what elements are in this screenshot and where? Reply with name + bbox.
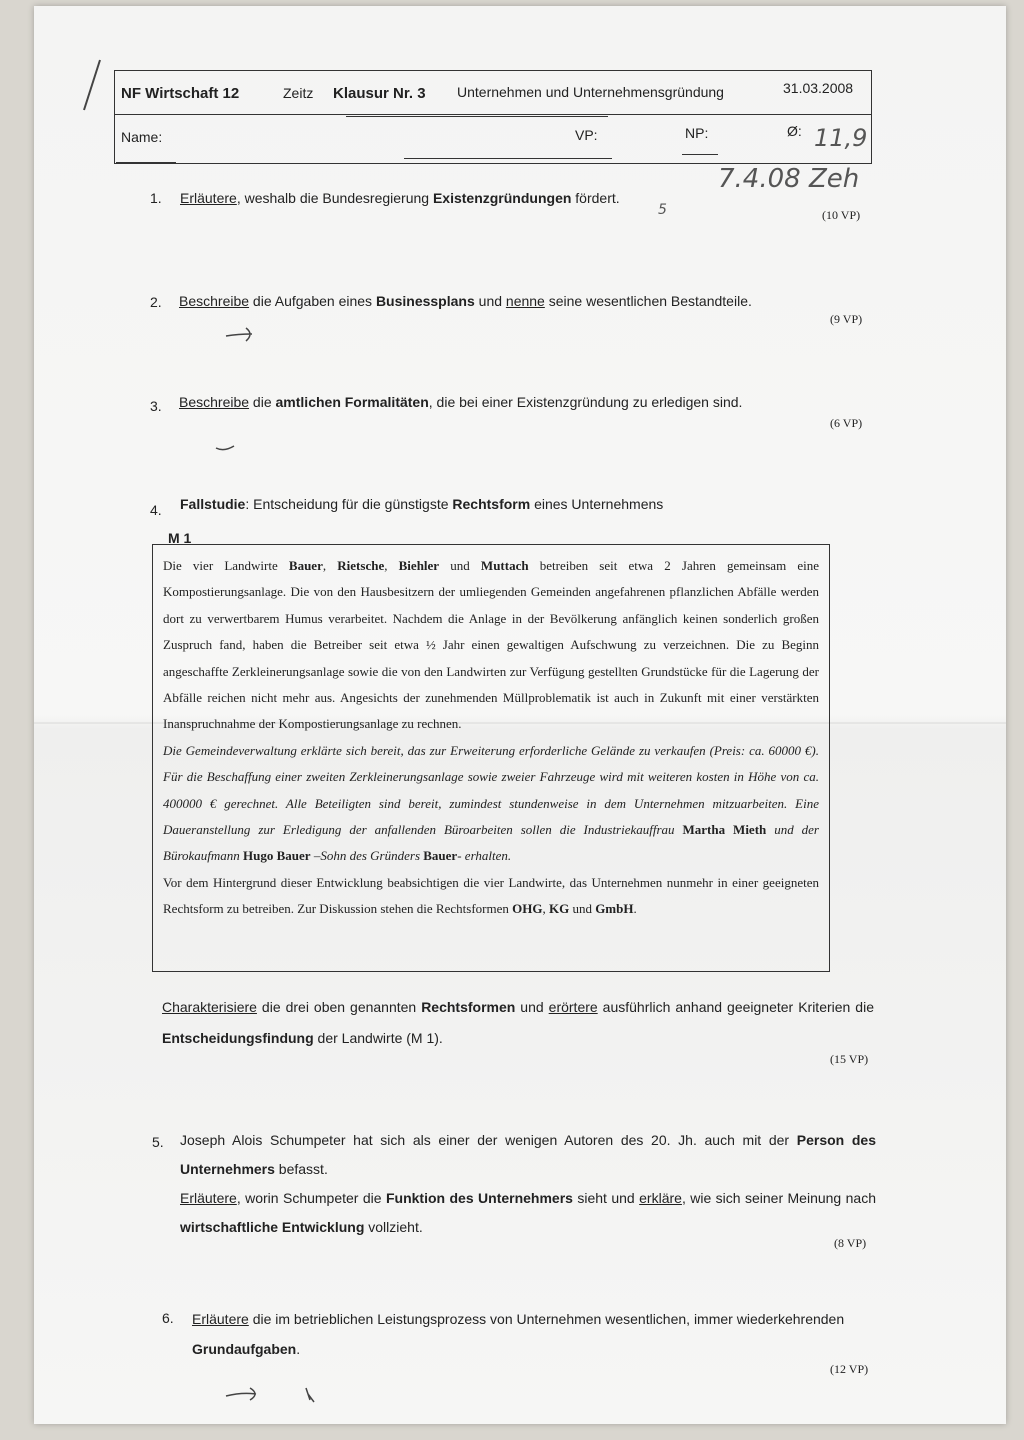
question-6-points: (12 VP) [830, 1362, 869, 1376]
header-divider [115, 114, 871, 115]
np-label: NP: [685, 125, 709, 141]
question-2-text: die Aufgaben eines [249, 293, 376, 309]
task-4-keyword: Rechtsformen [421, 999, 516, 1015]
legal-form: KG [548, 901, 570, 917]
question-4-text-end: eines Unternehmens [530, 496, 664, 512]
name-underline [404, 158, 612, 159]
vp-label: VP: [575, 127, 598, 143]
exam-header [114, 70, 872, 164]
exam-date: 31.03.2008 [783, 80, 854, 96]
farmer-name: Biehler [398, 558, 440, 573]
question-5-keyword-2: Funktion des Unternehmers [385, 1190, 573, 1206]
employee-name: Hugo Bauer [243, 848, 311, 864]
case-study-text: Die vier Landwirte [163, 558, 289, 573]
teacher-name: Zeitz [283, 85, 314, 101]
question-4-number: 4. [150, 502, 162, 518]
question-4-keyword: Fallstudie [180, 496, 246, 512]
question-4 [180, 494, 780, 514]
question-2-verb: Beschreibe [179, 293, 250, 309]
question-5 [180, 1126, 876, 1242]
question-5-text: befasst. [274, 1161, 328, 1177]
question-5-keyword-3: wirtschaftliche Entwicklung [180, 1219, 365, 1235]
question-5-verb-2: erkläre [639, 1190, 682, 1206]
question-2-verb-2: nenne [505, 293, 545, 309]
question-2-text-mid: und [474, 293, 506, 309]
case-study-text: und [569, 901, 596, 917]
case-study-text: betreiben seit etwa 2 Jahren gemeinsam eine Kompostierungsanlage. Die von den Hausbesitzern der umliegenden Gemeinden angefahrenen pflanzlichen Abfälle werden dort zu verwertbarem Humus verarbeitet. Nachdem die Anlage in der Bevölkerung anfänglich keinen sonderlich großen Zuspruch fand, haben die Betreiber seit etwa ½ Jahr einen gewaltigen Aufschwung zu verzeichnen. Die zu Beginn angeschaffte Zerkleinerungsanlage sowie die von den Landwirten zur Verfügung gestellten Grundstücke für die Lagerung der Abfälle reichen nicht mehr aus. Angesichts der zunehmenden Müllproblematik ist auch in Zukunft mit einer verstärkten Inanspruchnahme der Kompostierungsanlage zu rechnen. [163, 558, 820, 732]
question-4-text: : Entscheidung für die günstigste [245, 496, 453, 512]
question-6-verb: Erläutere [192, 1311, 249, 1327]
handwritten-tick-mark [214, 436, 244, 456]
question-3 [179, 392, 819, 412]
case-study-box [152, 544, 830, 972]
question-6-keyword: Grundaufgaben [192, 1341, 297, 1357]
question-1-verb: Erläutere [180, 190, 237, 206]
question-3-number: 3. [150, 398, 162, 414]
question-4-keyword-2: Rechtsform [452, 496, 531, 512]
farmer-name: Muttach [480, 558, 529, 573]
exam-sheet [34, 6, 1006, 1424]
task-4-text-end: der Landwirte (M 1). [313, 1030, 443, 1046]
handwritten-average: 11,9 [814, 124, 868, 152]
question-1-points: (10 VP) [822, 208, 861, 222]
exam-number: Klausur Nr. 3 [333, 85, 426, 102]
case-study-text: und der Bürokaufmann [163, 822, 819, 864]
question-1-keyword: Existenzgründungen [432, 190, 572, 206]
question-3-text: die [249, 394, 276, 410]
farmer-name: Bauer [288, 558, 323, 573]
task-4-instruction [162, 992, 874, 1054]
task-4-text: ausführlich anhand geeigneter Kriterien die [597, 999, 874, 1015]
task-4-text: die drei oben genannten [256, 999, 422, 1015]
question-5-text: , wie sich seiner Meinung nach [681, 1190, 876, 1206]
name-label: Name: [121, 129, 163, 145]
task-4-verb: Charakterisiere [162, 999, 257, 1015]
task-4-keyword-2: Entscheidungsfindung [162, 1030, 314, 1046]
exam-topic: Unternehmen und Unternehmensgründung [457, 84, 724, 100]
case-study-text: Die Gemeindeverwaltung erklärte sich bereit, das zur Erweiterung erforderliche Gelände zu verkaufen (Preis: ca. 60000 €). Für die Beschaffung einer zweiten Zerkleinerungsanlage sowie zweier Fahrzeuge wird mit weiteren kosten in Höhe von ca. 400000 € gerechnet. Alle Beteiligten sind bereit, zumindest stundenweise in dem Unternehmen mitzuarbeiten. Eine Daueranstellung zur Erledigung der anfallenden Büroarbeiten sollen die Industriekauffrau [163, 742, 819, 838]
question-5-verb: Erläutere [180, 1190, 237, 1206]
question-1-number: 1. [150, 190, 162, 206]
material-label: M 1 [168, 530, 192, 546]
pen-stroke-mark [78, 56, 108, 116]
legal-form: GmbH [595, 901, 634, 917]
employee-name: Martha Mieth [682, 822, 767, 838]
question-1-text-end: fördert. [571, 190, 620, 206]
question-3-keyword: amtlichen Formalitäten [275, 394, 429, 410]
case-study-text: Vor dem Hintergrund dieser Entwicklung beabsichtigen die vier Landwirte, das Unternehmen nunmehr in einer geeigneten Rechtsform zu betreiben. Zur Diskussion stehen die Rechtsformen [163, 874, 819, 917]
case-study-paragraph-1: Die vier Landwirte Bauer, Rietsche, Biehler und Muttach betreiben seit etwa 2 Jahren gemeinsam eine Kompostierungsanlage. Die von den Hausbesitzern der umliegenden Gemeinden angefahrenen pflanzlichen Abfälle werden dort zu verwertbarem Humus verarbeitet. Nachdem die Anlage in der Bevölkerung anfänglich keinen sonderlich großen Zuspruch fand, haben die Betreiber seit etwa ½ Jahr einen gewaltigen Aufschwung zu verzeichnen. Die zu Beginn angeschaffte Zerkleinerungsanlage sowie die von den Landwirten zur Verfügung gestellten Grundstücke für die Lagerung der Abfälle reichen nicht mehr aus. Angesichts der zunehmenden Müllproblematik ist auch in Zukunft mit einer verstärkten Inanspruchnahme der Kompostierungsanlage zu rechnen. [163, 558, 820, 732]
founder-name: Bauer [423, 848, 458, 864]
question-2-text-end: seine wesentlichen Bestandteile. [544, 293, 752, 309]
np-underline [682, 154, 718, 155]
question-5-number: 5. [152, 1134, 164, 1150]
case-study-paragraph-3: Vor dem Hintergrund dieser Entwicklung beabsichtigen die vier Landwirte, das Unternehmen nunmehr in einer geeigneten Rechtsform zu betreiben. Zur Diskussion stehen die Rechtsformen OHG, KG und GmbH. [163, 874, 819, 917]
farmer-name: Rietsche [337, 558, 385, 573]
handwritten-arrow-mark [224, 324, 260, 344]
topic-underline [346, 116, 608, 117]
question-5-text: Joseph Alois Schumpeter hat sich als einer der wenigen Autoren des 20. Jh. auch mit der [180, 1132, 797, 1148]
avg-label: Ø: [787, 123, 802, 139]
case-study-paragraph-2 [163, 738, 819, 870]
task-4-text: und [515, 999, 549, 1015]
handwritten-arrow-mark-2 [222, 1382, 332, 1406]
question-3-text-end: , die bei einer Existenzgründung zu erledigen sind. [428, 394, 743, 410]
case-study-text: - erhalten. [457, 848, 512, 864]
question-1 [180, 188, 680, 208]
legal-form: OHG [512, 901, 543, 917]
handwritten-score: 5 [658, 202, 667, 218]
case-study-text: –Sohn des Gründers [310, 848, 424, 864]
question-6-text: die im betrieblichen Leistungsprozess von Unternehmen wesentlichen, immer wiederkehrenden [248, 1311, 845, 1327]
question-5-text: , worin Schumpeter die [236, 1190, 386, 1206]
handwritten-date: 7.4.08 Zeh [718, 164, 860, 194]
task-4-points: (15 VP) [830, 1052, 869, 1066]
question-2 [179, 291, 819, 311]
question-6 [192, 1304, 878, 1364]
name-underline-left [116, 162, 176, 163]
task-4-verb-2: erörtere [548, 999, 598, 1015]
question-1-text: , weshalb die Bundesregierung [236, 190, 433, 206]
case-study-text: und [439, 558, 481, 573]
question-3-points: (6 VP) [830, 416, 863, 430]
question-2-points: (9 VP) [830, 312, 863, 326]
question-2-keyword: Businessplans [375, 293, 475, 309]
question-5-text: sieht und [572, 1190, 640, 1206]
question-6-text-end: . [296, 1341, 301, 1357]
question-2-number: 2. [150, 294, 162, 310]
question-5-keyword: Person des Unternehmers [180, 1132, 876, 1177]
question-6-number: 6. [162, 1310, 174, 1326]
question-5-text-end: vollzieht. [364, 1219, 423, 1235]
question-5-points: (8 VP) [834, 1236, 867, 1250]
case-study-text: . [633, 901, 637, 917]
question-3-verb: Beschreibe [179, 394, 250, 410]
course-title: NF Wirtschaft 12 [121, 85, 240, 102]
